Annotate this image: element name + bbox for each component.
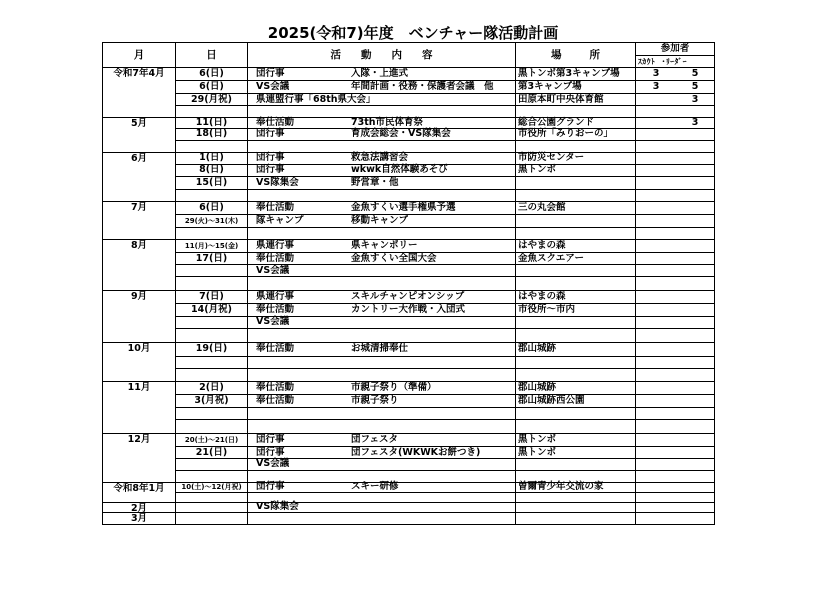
date-cell [176, 228, 248, 241]
place-cell [516, 215, 636, 228]
scout-count-cell [636, 253, 676, 265]
date-cell: 3(月祝) [176, 395, 248, 408]
leader-count-cell [676, 202, 715, 215]
place-cell: 郡山城跡 [516, 382, 636, 395]
activity-schedule-table [102, 42, 715, 525]
date-cell [176, 420, 248, 434]
activity-content-cell: 救急法講習会 [345, 153, 516, 165]
date-cell: 21(日) [176, 447, 248, 459]
leader-count-cell [676, 304, 715, 317]
leader-count-cell [676, 493, 715, 503]
month-cell: 9月 [103, 291, 176, 344]
leader-count-cell: 3 [676, 94, 715, 106]
leader-count-cell [676, 277, 715, 291]
activity-content-cell: 県キャンポリー [345, 240, 516, 253]
leader-count-cell [676, 190, 715, 203]
activity-category-cell: 奉仕活動 [248, 202, 345, 215]
activity-category-cell [248, 420, 345, 434]
scout-count-cell [636, 434, 676, 448]
place-cell [516, 329, 636, 343]
leader-count-cell [676, 369, 715, 382]
date-cell [176, 329, 248, 343]
date-cell [176, 265, 248, 277]
leader-count-cell [676, 357, 715, 370]
scout-count-cell [636, 141, 676, 153]
date-cell [176, 408, 248, 421]
date-cell: 2(日) [176, 382, 248, 395]
activity-content-cell: 育成会総会・VS隊集会 [345, 129, 516, 141]
leader-count-cell [676, 177, 715, 190]
scout-count-cell [636, 215, 676, 228]
leader-count-cell [676, 106, 715, 118]
scout-count-cell [636, 420, 676, 434]
place-cell: 黒トンボ [516, 434, 636, 448]
activity-content-cell [345, 190, 516, 203]
activity-category-cell [248, 277, 345, 291]
activity-category-cell: 県連行事 [248, 240, 345, 253]
scout-count-cell [636, 265, 676, 277]
activity-category-cell [248, 141, 345, 153]
activity-category-cell: VS会議 [248, 265, 345, 277]
scout-count-cell [636, 513, 676, 525]
place-cell: 三の丸会館 [516, 202, 636, 215]
scout-count-cell [636, 277, 676, 291]
date-cell: 17(日) [176, 253, 248, 265]
scout-count-cell [636, 118, 676, 130]
place-cell [516, 503, 636, 514]
date-cell [176, 357, 248, 370]
activity-content-cell [345, 493, 516, 503]
place-cell [516, 228, 636, 241]
date-cell: 6(日) [176, 81, 248, 94]
header-participants-sub: ｽｶｳﾄ ･ﾘｰﾀﾞｰ [636, 56, 715, 68]
date-cell: 15(日) [176, 177, 248, 190]
date-cell: 10(土)～12(月祝) [176, 483, 248, 494]
scout-count-cell [636, 304, 676, 317]
leader-count-cell [676, 215, 715, 228]
place-cell: 郡山城跡 [516, 343, 636, 357]
activity-content-cell [345, 94, 516, 106]
activity-category-cell: 団行事 [248, 129, 345, 141]
scout-count-cell: 3 [636, 68, 676, 82]
scout-count-cell [636, 357, 676, 370]
scout-count-cell [636, 382, 676, 395]
leader-count-cell [676, 513, 715, 525]
leader-count-cell: 5 [676, 68, 715, 82]
activity-category-cell [248, 408, 345, 421]
place-cell: 黒トンボ [516, 447, 636, 459]
leader-count-cell [676, 382, 715, 395]
scout-count-cell [636, 291, 676, 305]
leader-count-cell [676, 329, 715, 343]
activity-category-cell: 団行事 [248, 483, 345, 494]
place-cell [516, 493, 636, 503]
place-cell [516, 317, 636, 330]
scout-count-cell [636, 459, 676, 471]
activity-content-cell: 移動キャンプ [345, 215, 516, 228]
month-cell: 令和7年4月 [103, 68, 176, 118]
activity-content-cell: 金魚すくい選手権県予選 [345, 202, 516, 215]
place-cell [516, 277, 636, 291]
date-cell: 7(日) [176, 291, 248, 305]
activity-content-cell [345, 503, 516, 514]
activity-content-cell: wkwk自然体験あそび [345, 165, 516, 178]
place-cell: 金魚スクエアー [516, 253, 636, 265]
activity-content-cell: 金魚すくい全国大会 [345, 253, 516, 265]
scout-count-cell [636, 317, 676, 330]
scout-count-cell [636, 94, 676, 106]
activity-content-cell [345, 420, 516, 434]
place-cell [516, 459, 636, 471]
place-cell [516, 513, 636, 525]
activity-category-cell: 奉仕活動 [248, 395, 345, 408]
header-date: 日 [176, 43, 248, 68]
activity-category-cell: VS隊集会 [248, 503, 345, 514]
place-cell [516, 177, 636, 190]
month-cell: 11月 [103, 382, 176, 434]
leader-count-cell: 3 [676, 118, 715, 130]
activity-content-cell [345, 329, 516, 343]
activity-category-cell: 奉仕活動 [248, 382, 345, 395]
activity-category-cell: 団行事 [248, 68, 345, 82]
leader-count-cell [676, 240, 715, 253]
leader-count-cell [676, 129, 715, 141]
activity-content-cell [345, 459, 516, 471]
header-month: 月 [103, 43, 176, 68]
date-cell [176, 459, 248, 471]
date-cell [176, 106, 248, 118]
activity-content-cell: お城清掃奉仕 [345, 343, 516, 357]
scout-count-cell [636, 408, 676, 421]
place-cell: 田原本町中央体育館 [516, 94, 636, 106]
activity-category-cell: 団行事 [248, 165, 345, 178]
activity-category-cell: VS隊集会 [248, 177, 345, 190]
activity-category-cell: VS会議 [248, 317, 345, 330]
scout-count-cell [636, 129, 676, 141]
activity-category-cell [248, 369, 345, 382]
leader-count-cell [676, 434, 715, 448]
place-cell [516, 265, 636, 277]
activity-category-cell: 団行事 [248, 434, 345, 448]
scout-count-cell [636, 240, 676, 253]
date-cell [176, 141, 248, 153]
activity-category-cell: 奉仕活動 [248, 343, 345, 357]
place-cell: はやまの森 [516, 240, 636, 253]
activity-category-cell: VS会議 [248, 459, 345, 471]
month-cell: 5月 [103, 118, 176, 153]
activity-category-cell: 奉仕活動 [248, 304, 345, 317]
date-cell: 14(月祝) [176, 304, 248, 317]
activity-category-cell: 団行事 [248, 447, 345, 459]
leader-count-cell [676, 141, 715, 153]
date-cell [176, 277, 248, 291]
header-place: 場所 [516, 43, 636, 68]
date-cell [176, 513, 248, 525]
month-cell: 12月 [103, 434, 176, 483]
place-cell: 総合公園グランド [516, 118, 636, 130]
activity-category-cell: 奉仕活動 [248, 253, 345, 265]
activity-content-cell: スキルチャンピオンシップ [345, 291, 516, 305]
activity-category-cell: 県連盟行事「68th県大会」 [248, 94, 345, 106]
date-cell [176, 471, 248, 483]
activity-content-cell: 団フェスタ [345, 434, 516, 448]
leader-count-cell [676, 265, 715, 277]
activity-category-cell [248, 190, 345, 203]
place-cell: 市防災センター [516, 153, 636, 165]
place-cell [516, 357, 636, 370]
activity-content-cell [345, 265, 516, 277]
activity-category-cell: 奉仕活動 [248, 118, 345, 130]
leader-count-cell [676, 471, 715, 483]
scout-count-cell [636, 343, 676, 357]
scout-count-cell [636, 153, 676, 165]
place-cell [516, 369, 636, 382]
header-participants: 参加者 [636, 43, 715, 56]
activity-content-cell: 野営章・他 [345, 177, 516, 190]
date-cell: 20(土)～21(日) [176, 434, 248, 448]
leader-count-cell [676, 447, 715, 459]
leader-count-cell [676, 483, 715, 494]
scout-count-cell [636, 369, 676, 382]
activity-category-cell [248, 106, 345, 118]
date-cell [176, 493, 248, 503]
place-cell: 第3キャンプ場 [516, 81, 636, 94]
place-cell [516, 106, 636, 118]
place-cell: 曽爾青少年交流の家 [516, 483, 636, 494]
scout-count-cell [636, 471, 676, 483]
activity-content-cell: 市親子祭り（準備） [345, 382, 516, 395]
scout-count-cell [636, 395, 676, 408]
page-title: 2025(令和7)年度 ベンチャー隊活動計画 [267, 24, 559, 42]
leader-count-cell [676, 420, 715, 434]
month-cell: 6月 [103, 153, 176, 203]
activity-category-cell [248, 513, 345, 525]
activity-category-cell [248, 228, 345, 241]
month-cell: 8月 [103, 240, 176, 291]
leader-count-cell [676, 253, 715, 265]
activity-category-cell [248, 357, 345, 370]
date-cell: 6(日) [176, 68, 248, 82]
leader-count-cell: 5 [676, 81, 715, 94]
activity-content-cell: スキー研修 [345, 483, 516, 494]
scout-count-cell: 3 [636, 81, 676, 94]
place-cell: 黒トンボ第3キャンプ場 [516, 68, 636, 82]
place-cell: 郡山城跡西公園 [516, 395, 636, 408]
date-cell [176, 369, 248, 382]
activity-content-cell [345, 106, 516, 118]
activity-content-cell: 団フェスタ(WKWKお餅つき) [345, 447, 516, 459]
activity-content-cell [345, 408, 516, 421]
place-cell [516, 420, 636, 434]
month-cell: 10月 [103, 343, 176, 382]
date-cell: 11(日) [176, 118, 248, 130]
scout-count-cell [636, 165, 676, 178]
date-cell [176, 190, 248, 203]
activity-content-cell [345, 277, 516, 291]
month-cell: 3月 [103, 513, 176, 525]
place-cell: はやまの森 [516, 291, 636, 305]
leader-count-cell [676, 317, 715, 330]
leader-count-cell [676, 408, 715, 421]
activity-content-cell [345, 317, 516, 330]
activity-content-cell: 73th市民体育祭 [345, 118, 516, 130]
place-cell [516, 190, 636, 203]
leader-count-cell [676, 459, 715, 471]
activity-content-cell: 入隊・上進式 [345, 68, 516, 82]
activity-content-cell [345, 369, 516, 382]
activity-content-cell [345, 513, 516, 525]
scout-count-cell [636, 483, 676, 494]
date-cell: 11(月)～15(金) [176, 240, 248, 253]
scout-count-cell [636, 202, 676, 215]
date-cell: 6(日) [176, 202, 248, 215]
date-cell: 29(月祝) [176, 94, 248, 106]
scout-count-cell [636, 177, 676, 190]
activity-category-cell: 団行事 [248, 153, 345, 165]
scout-count-cell [636, 228, 676, 241]
activity-content-cell [345, 228, 516, 241]
activity-content-cell [345, 141, 516, 153]
place-cell [516, 408, 636, 421]
scout-count-cell [636, 329, 676, 343]
leader-count-cell [676, 291, 715, 305]
date-cell: 19(日) [176, 343, 248, 357]
leader-count-cell [676, 343, 715, 357]
place-cell: 黒トンボ [516, 165, 636, 178]
activity-content-cell: カントリー大作戦・入団式 [345, 304, 516, 317]
scout-count-cell [636, 447, 676, 459]
scout-count-cell [636, 106, 676, 118]
scout-count-cell [636, 493, 676, 503]
place-cell: 市役所～市内 [516, 304, 636, 317]
month-cell: 7月 [103, 202, 176, 240]
place-cell [516, 141, 636, 153]
activity-category-cell: 隊キャンプ [248, 215, 345, 228]
date-cell [176, 317, 248, 330]
leader-count-cell [676, 395, 715, 408]
activity-category-cell: 県連行事 [248, 291, 345, 305]
place-cell: 市役所「みりおーの」 [516, 129, 636, 141]
header-activity: 活動内容 [248, 43, 516, 68]
leader-count-cell [676, 228, 715, 241]
date-cell: 29(火)～31(木) [176, 215, 248, 228]
leader-count-cell [676, 165, 715, 178]
month-cell: 令和8年1月 [103, 483, 176, 503]
date-cell [176, 503, 248, 514]
date-cell: 8(日) [176, 165, 248, 178]
leader-count-cell [676, 153, 715, 165]
date-cell: 18(日) [176, 129, 248, 141]
leader-count-cell [676, 503, 715, 514]
scout-count-cell [636, 503, 676, 514]
activity-content-cell: 市親子祭り [345, 395, 516, 408]
activity-content-cell [345, 357, 516, 370]
activity-content-cell: 年間計画・役務・保護者会議 他 [345, 81, 516, 94]
date-cell: 1(日) [176, 153, 248, 165]
month-cell: 2月 [103, 503, 176, 514]
activity-category-cell [248, 329, 345, 343]
scout-count-cell [636, 190, 676, 203]
activity-category-cell: VS会議 [248, 81, 345, 94]
